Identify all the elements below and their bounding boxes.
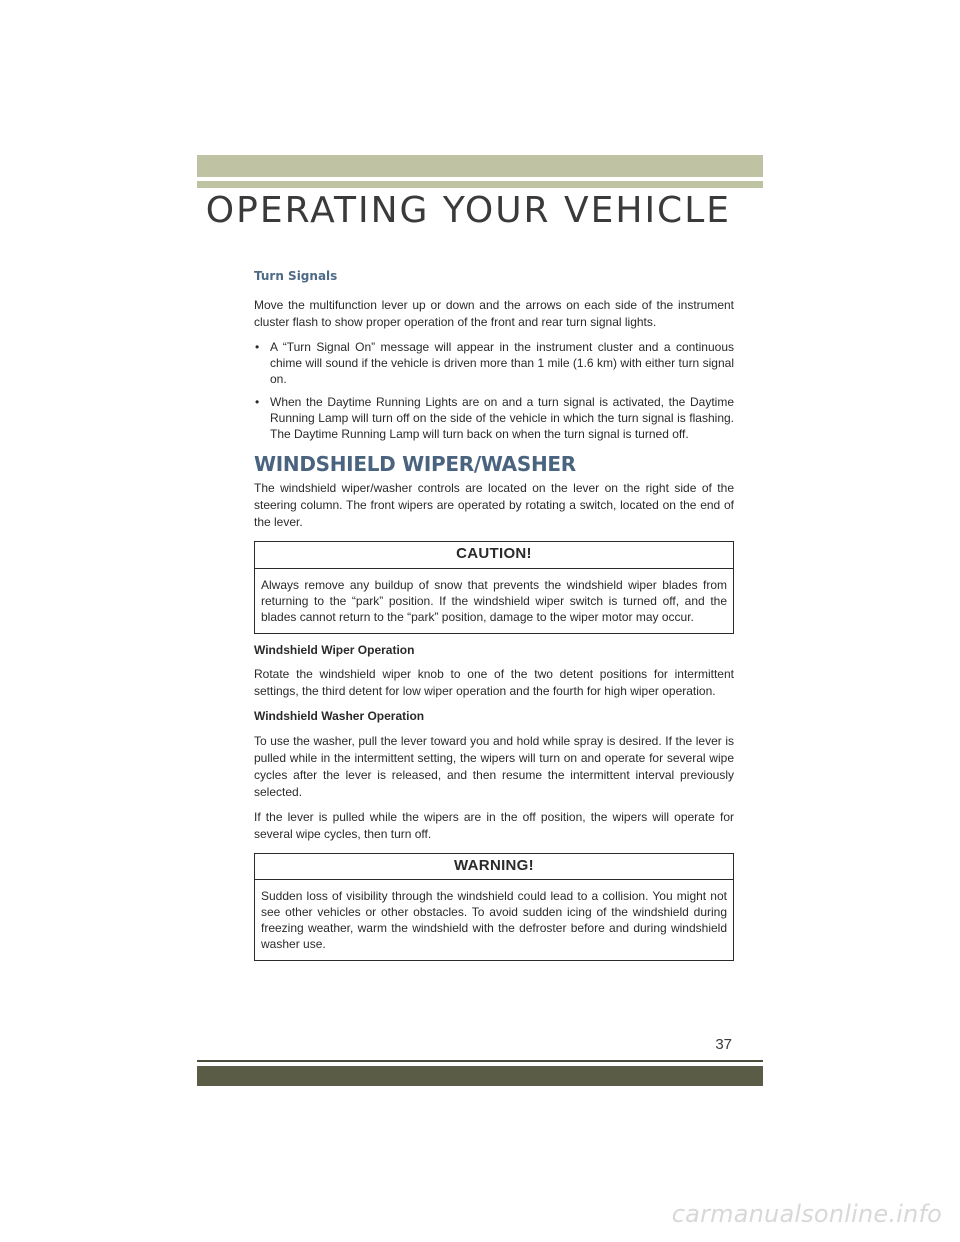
turn-signals-bullets [254, 339, 734, 442]
warning-body: Sudden loss of visibility through the windshield could lead to a collision. You might not see other vehicles or other obstacles. To avoid sudden icing of the windshield during freezing weather, warm the windshield with the defroster before and during windshield washer use. [261, 889, 727, 951]
turn-signals-heading: Turn Signals [254, 269, 338, 283]
bullet-text: A “Turn Signal On” message will appear in the instrument cluster and a continuous chime will sound if the vehicle is driven more than 1 mile (1.6 km) with either turn signal on. [270, 339, 734, 386]
header-rule [197, 181, 763, 188]
wiper-intro: The windshield wiper/washer controls are located on the lever on the right side of the steering column. The front wipers are operated by rotating a switch, located on the end of the lever. [254, 481, 734, 529]
section-title: OPERATING YOUR VEHICLE [205, 190, 731, 231]
wiper-operation-heading: Windshield Wiper Operation [254, 642, 415, 657]
washer-operation-heading: Windshield Washer Operation [254, 709, 425, 723]
list-item [254, 339, 734, 387]
washer-body-1: To use the washer, pull the lever toward you and hold while spray is desired. If the lever is pulled while in the intermittent setting, the wipers will turn on and operate for several wipe cycles after the lever is released, and then resume the intermittent interval previously selected. [254, 733, 734, 799]
footer-rule [197, 1060, 763, 1062]
header-bar [197, 155, 763, 177]
warning-box [254, 853, 734, 962]
caution-body: Always remove any buildup of snow that prevents the windshield wiper blades from returning to the “park” position. If the windshield wiper switch is turned off, and the blades cannot return to the “park” position, damage to the wiper motor may occur. [261, 577, 727, 624]
turn-signals-intro: Move the multifunction lever up or down and the arrows on each side of the instrument cluster flash to show proper operation of the front and rear turn signal lights. [254, 297, 734, 329]
page-number: 37 [715, 1036, 732, 1053]
washer-body-2: If the lever is pulled while the wipers are in the off position, the wipers will operate for several wipe cycles, then turn off. [254, 809, 734, 841]
warning-title: WARNING! [255, 854, 733, 881]
wiper-operation-body: Rotate the windshield wiper knob to one of the two detent positions for intermittent settings, the third detent for low wiper operation and the fourth for high wiper operation. [254, 667, 734, 698]
bullet-icon: • [255, 339, 260, 354]
caution-box [254, 541, 734, 634]
list-item [254, 394, 734, 442]
caution-title: CAUTION! [255, 542, 733, 569]
page-content [254, 268, 734, 969]
wiper-washer-heading: WINDSHIELD WIPER/WASHER [254, 451, 576, 476]
bullet-icon: • [255, 394, 260, 409]
bullet-text: When the Daytime Running Lights are on and a turn signal is activated, the Daytime Running Lamp will turn off on the side of the vehicle in which the turn signal is flashing. The Daytime Running Lamp will turn back on when the turn signal is turned off. [270, 394, 734, 441]
watermark: carmanualsonline.info [671, 1200, 942, 1228]
footer-bar [197, 1066, 763, 1086]
